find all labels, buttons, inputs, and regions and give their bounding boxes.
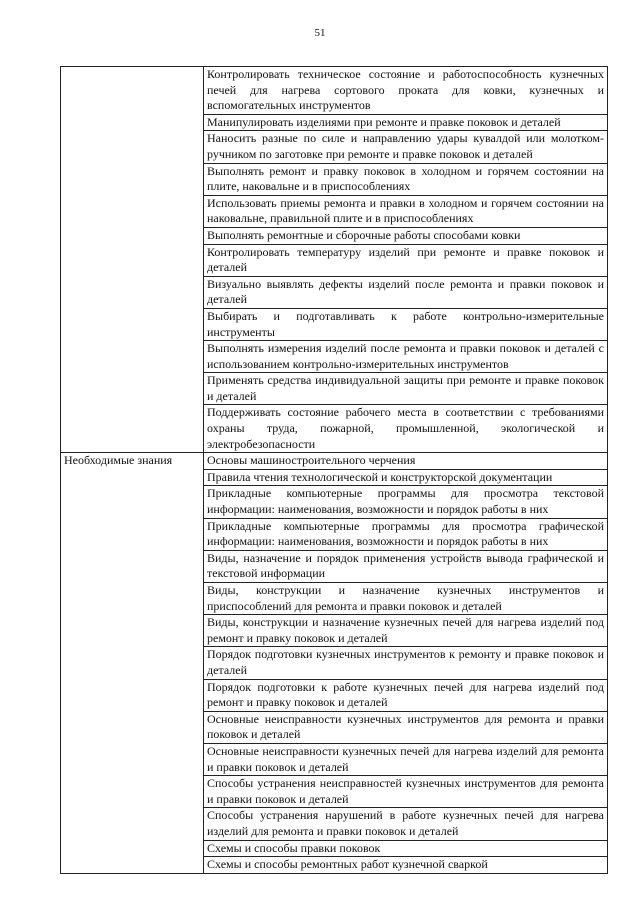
knowledge-item: Основы машиностроительного черчения [204,453,608,470]
knowledge-item: Способы устранения неисправностей кузнечных инструментов для ремонта и правки поковок и деталей [204,776,608,808]
skills-item: Выполнять ремонтные и сборочные работы способами ковки [204,227,608,244]
knowledge-item: Порядок подготовки кузнечных инструментов к ремонту и правке поковок и деталей [204,647,608,679]
knowledge-item: Порядок подготовки к работе кузнечных печей для нагрева изделий под ремонт и правку поковок и деталей [204,679,608,711]
knowledge-item: Схемы и способы правки поковок [204,840,608,857]
skills-item: Манипулировать изделиями при ремонте и правке поковок и деталей [204,114,608,131]
skills-item: Выполнять ремонт и правку поковок в холодном и горячем состоянии на плите, наковальне и в приспособлениях [204,163,608,195]
knowledge-item: Схемы и способы ремонтных работ кузнечной сваркой [204,857,608,874]
knowledge-section-label: Необходимые знания [61,453,204,873]
skills-item: Выбирать и подготавливать к работе контрольно-измерительные инструменты [204,308,608,340]
skills-item: Визуально выявлять дефекты изделий после ремонта и правки поковок и деталей [204,276,608,308]
knowledge-item: Основные неисправности кузнечных инструментов для ремонта и правки поковок и деталей [204,711,608,743]
skills-item: Выполнять измерения изделий после ремонта и правки поковок и деталей с использованием контрольно-измерительных инструментов [204,341,608,373]
knowledge-item: Прикладные компьютерные программы для просмотра графической информации: наименования, возможности и порядок работы в них [204,518,608,550]
knowledge-row [61,453,608,470]
knowledge-item: Виды, конструкции и назначение кузнечных инструментов и приспособлений для ремонта и правки поковок и деталей [204,583,608,615]
knowledge-item: Прикладные компьютерные программы для просмотра текстовой информации: наименования, возможности и порядок работы в них [204,486,608,518]
knowledge-item: Способы устранения нарушений в работе кузнечных печей для нагрева изделий для ремонта и правки поковок и деталей [204,808,608,840]
knowledge-item: Правила чтения технологической и конструкторской документации [204,469,608,486]
skills-row [61,67,608,115]
skills-section-label [61,67,204,453]
skills-item: Применять средства индивидуальной защиты при ремонте и правке поковок и деталей [204,373,608,405]
skills-item: Наносить разные по силе и направлению удары кувалдой или молотком-ручником по заготовке при ремонте и правке поковок и деталей [204,131,608,163]
knowledge-item: Виды, назначение и порядок применения устройств вывода графической и текстовой информации [204,550,608,582]
knowledge-item: Основные неисправности кузнечных печей для нагрева изделий для ремонта и правки поковок и деталей [204,743,608,775]
skills-item: Контролировать техническое состояние и работоспособность кузнечных печей для нагрева сортового проката для ковки, кузнечных и вспомогательных инструментов [204,67,608,115]
knowledge-item: Виды, конструкции и назначение кузнечных печей для нагрева изделий под ремонт и правку поковок и деталей [204,615,608,647]
skills-item: Поддерживать состояние рабочего места в соответствии с требованиями охраны труда, пожарной, промышленной, экологической и электробезопасности [204,405,608,453]
competency-table [60,66,608,874]
skills-item: Контролировать температуру изделий при ремонте и правке поковок и деталей [204,244,608,276]
page-number: 51 [314,27,326,39]
skills-item: Использовать приемы ремонта и правки в холодном и горячем состоянии на наковальне, правильной плите и в приспособлениях [204,195,608,227]
